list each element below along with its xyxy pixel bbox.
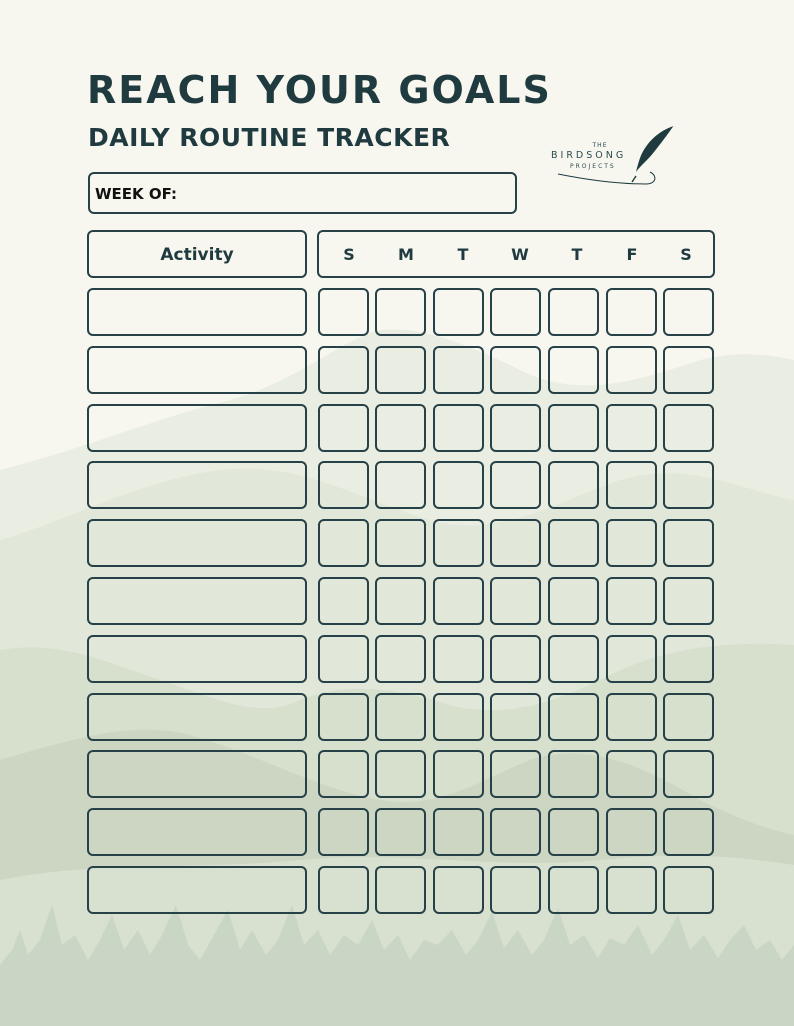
day-checkbox[interactable]: [433, 577, 484, 625]
activity-input[interactable]: [87, 808, 307, 856]
day-checkbox[interactable]: [433, 693, 484, 741]
day-checkbox[interactable]: [663, 866, 714, 914]
day-checkbox[interactable]: [433, 808, 484, 856]
day-checkbox[interactable]: [318, 461, 369, 509]
day-checkbox[interactable]: [375, 577, 426, 625]
activity-input[interactable]: [87, 693, 307, 741]
day-checkbox[interactable]: [490, 693, 541, 741]
logo-line-the: THE: [592, 142, 608, 149]
day-checkbox[interactable]: [318, 750, 369, 798]
day-checkbox[interactable]: [433, 750, 484, 798]
day-checkbox[interactable]: [548, 461, 599, 509]
day-checkbox[interactable]: [606, 635, 657, 683]
day-checkbox[interactable]: [663, 404, 714, 452]
day-checkbox[interactable]: [375, 693, 426, 741]
day-checkbox[interactable]: [606, 866, 657, 914]
activity-input[interactable]: [87, 750, 307, 798]
day-checkbox[interactable]: [663, 635, 714, 683]
day-checkbox[interactable]: [490, 577, 541, 625]
day-checkbox[interactable]: [490, 404, 541, 452]
day-checkbox[interactable]: [375, 404, 426, 452]
logo-line-birdsong: BIRDSONG: [551, 150, 627, 161]
day-checkbox[interactable]: [375, 808, 426, 856]
day-checkbox[interactable]: [663, 577, 714, 625]
day-checkbox[interactable]: [433, 404, 484, 452]
birdsong-logo: [548, 122, 678, 194]
day-checkbox[interactable]: [606, 519, 657, 567]
day-saturday: S: [680, 245, 692, 264]
activity-input[interactable]: [87, 461, 307, 509]
day-checkbox[interactable]: [433, 461, 484, 509]
day-checkbox[interactable]: [606, 693, 657, 741]
day-checkbox[interactable]: [375, 750, 426, 798]
day-checkbox[interactable]: [663, 461, 714, 509]
day-checkbox[interactable]: [663, 750, 714, 798]
day-checkbox[interactable]: [490, 635, 541, 683]
activity-input[interactable]: [87, 635, 307, 683]
day-monday: M: [398, 245, 414, 264]
activity-input[interactable]: [87, 346, 307, 394]
day-checkbox[interactable]: [433, 866, 484, 914]
day-checkbox[interactable]: [606, 808, 657, 856]
page-subtitle: DAILY ROUTINE TRACKER: [88, 123, 451, 152]
day-checkbox[interactable]: [318, 635, 369, 683]
day-wednesday: W: [511, 245, 529, 264]
day-checkbox[interactable]: [490, 519, 541, 567]
day-checkbox[interactable]: [663, 808, 714, 856]
day-checkbox[interactable]: [663, 346, 714, 394]
day-checkbox[interactable]: [375, 346, 426, 394]
day-checkbox[interactable]: [433, 288, 484, 336]
week-of-field[interactable]: [88, 172, 517, 214]
day-checkbox[interactable]: [548, 693, 599, 741]
day-checkbox[interactable]: [490, 808, 541, 856]
day-checkbox[interactable]: [606, 577, 657, 625]
day-checkbox[interactable]: [318, 693, 369, 741]
days-header: [317, 230, 715, 278]
day-checkbox[interactable]: [490, 750, 541, 798]
day-tuesday: T: [457, 245, 469, 264]
day-checkbox[interactable]: [663, 288, 714, 336]
day-checkbox[interactable]: [318, 404, 369, 452]
day-checkbox[interactable]: [548, 635, 599, 683]
day-checkbox[interactable]: [548, 288, 599, 336]
day-sunday: S: [343, 245, 355, 264]
day-checkbox[interactable]: [490, 288, 541, 336]
day-checkbox[interactable]: [318, 866, 369, 914]
day-checkbox[interactable]: [375, 635, 426, 683]
day-checkbox[interactable]: [490, 346, 541, 394]
day-checkbox[interactable]: [548, 346, 599, 394]
day-checkbox[interactable]: [318, 577, 369, 625]
week-of-label: WEEK OF:: [95, 185, 178, 203]
day-checkbox[interactable]: [375, 288, 426, 336]
day-checkbox[interactable]: [548, 866, 599, 914]
day-checkbox[interactable]: [606, 346, 657, 394]
day-checkbox[interactable]: [548, 519, 599, 567]
day-checkbox[interactable]: [548, 750, 599, 798]
day-checkbox[interactable]: [548, 404, 599, 452]
logo-line-projects: PROJECTS: [570, 163, 616, 170]
activity-input[interactable]: [87, 288, 307, 336]
day-checkbox[interactable]: [490, 461, 541, 509]
day-checkbox[interactable]: [375, 866, 426, 914]
day-checkbox[interactable]: [375, 519, 426, 567]
day-checkbox[interactable]: [663, 693, 714, 741]
day-checkbox[interactable]: [606, 288, 657, 336]
day-checkbox[interactable]: [433, 519, 484, 567]
activity-input[interactable]: [87, 519, 307, 567]
day-checkbox[interactable]: [318, 808, 369, 856]
day-checkbox[interactable]: [318, 346, 369, 394]
day-checkbox[interactable]: [433, 635, 484, 683]
day-checkbox[interactable]: [433, 346, 484, 394]
activity-input[interactable]: [87, 866, 307, 914]
day-checkbox[interactable]: [375, 461, 426, 509]
day-friday: F: [626, 245, 638, 264]
day-checkbox[interactable]: [663, 519, 714, 567]
day-checkbox[interactable]: [490, 866, 541, 914]
day-checkbox[interactable]: [606, 404, 657, 452]
day-checkbox[interactable]: [548, 577, 599, 625]
day-checkbox[interactable]: [318, 519, 369, 567]
day-checkbox[interactable]: [318, 288, 369, 336]
page-title: REACH YOUR GOALS: [87, 68, 552, 112]
activity-input[interactable]: [87, 577, 307, 625]
day-checkbox[interactable]: [606, 750, 657, 798]
activity-header: [87, 230, 307, 278]
activity-input[interactable]: [87, 404, 307, 452]
day-checkbox[interactable]: [548, 808, 599, 856]
day-checkbox[interactable]: [606, 461, 657, 509]
day-thursday: T: [571, 245, 583, 264]
activity-header-label: Activity: [160, 245, 234, 265]
